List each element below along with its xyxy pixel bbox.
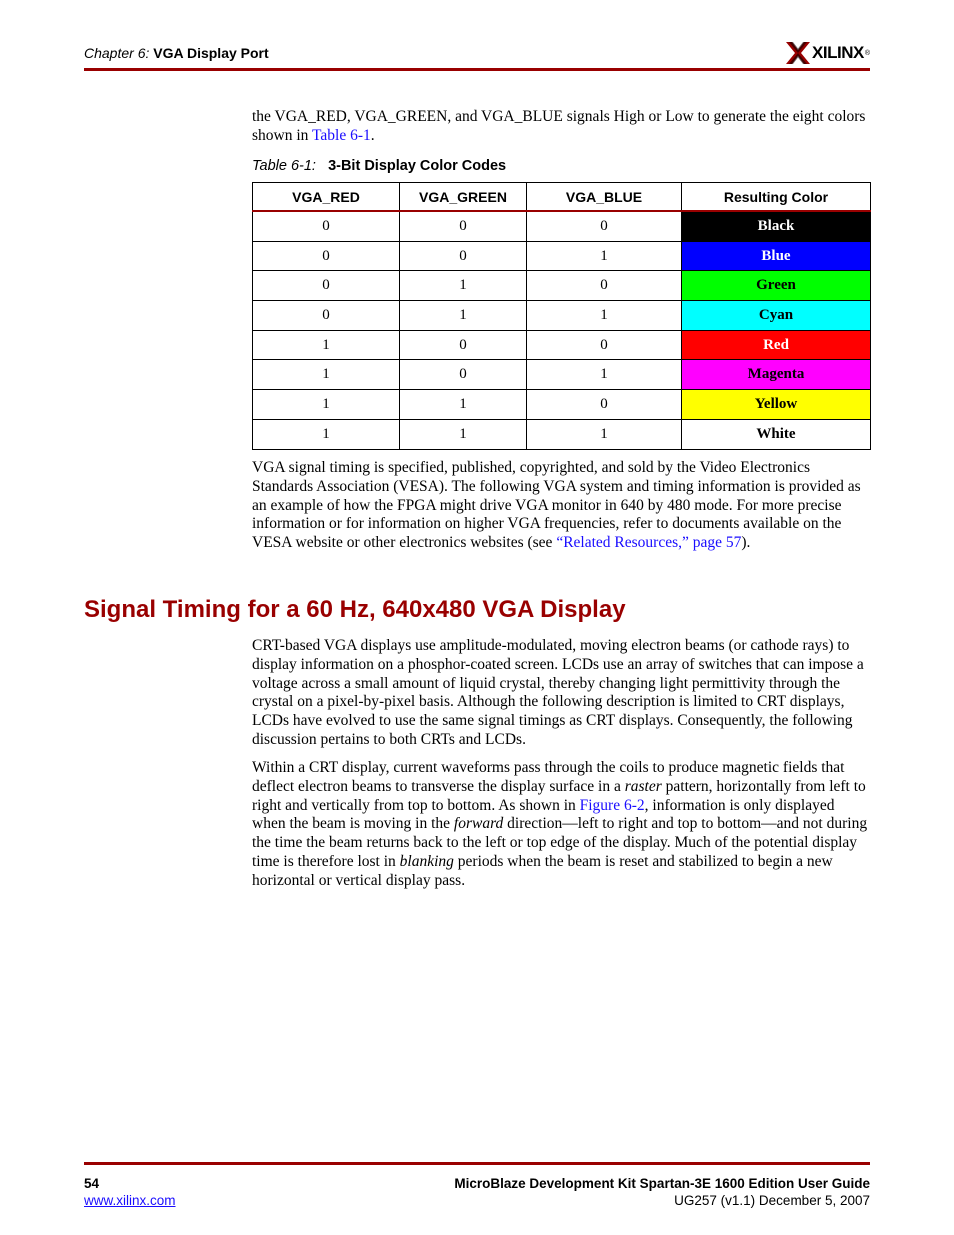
cell-vga-blue: 0 [527, 211, 682, 241]
header-vga-red: VGA_RED [253, 183, 400, 212]
cell-vga-blue: 0 [527, 271, 682, 301]
page-number: 54 [84, 1176, 100, 1191]
cell-vga-blue: 0 [527, 330, 682, 360]
cell-resulting-color: Black [682, 211, 871, 241]
raster-text-3: , information is only displayed when the beam is moving in the [252, 796, 835, 833]
related-resources-link[interactable]: “Related Resources,” page 57 [556, 534, 742, 552]
raster-text-4: direction—left to right and top to bottom—and not during the time the beam returns back to the left or top edge of the display. Much of the potential display time is therefore lost in [252, 815, 868, 870]
table-row [253, 301, 871, 331]
cell-vga-red: 0 [253, 301, 400, 331]
cell-vga-green: 1 [400, 390, 527, 420]
cell-vga-green: 0 [400, 360, 527, 390]
table-caption [252, 158, 506, 174]
xilinx-x-mark-icon [786, 42, 810, 64]
chapter-title: VGA Display Port [153, 45, 269, 61]
raster-text-5: periods when the beam is reset and stabilized to begin a new horizontal or vertical display pass. [252, 852, 833, 889]
table-row [253, 360, 871, 390]
figure-6-2-link[interactable]: Figure 6-2 [579, 796, 645, 814]
cell-vga-green: 1 [400, 271, 527, 301]
cell-vga-green: 1 [400, 419, 527, 449]
raster-text-1: Within a CRT display, current waveforms pass through the coils to produce magnetic fields that deflect electron beams to transverse the display surface in a [252, 759, 845, 795]
table-body [253, 211, 871, 449]
intro-paragraph [252, 108, 870, 146]
cell-vga-blue: 1 [527, 360, 682, 390]
table-header-row [253, 183, 871, 212]
cell-resulting-color: Red [682, 330, 871, 360]
vesa-paragraph [252, 459, 870, 553]
footer-rule [84, 1162, 870, 1165]
raster-term: raster [624, 777, 662, 795]
cell-vga-blue: 1 [527, 301, 682, 331]
cell-vga-blue: 1 [527, 419, 682, 449]
cell-vga-red: 1 [253, 419, 400, 449]
cell-resulting-color: Cyan [682, 301, 871, 331]
cell-resulting-color: Magenta [682, 360, 871, 390]
cell-vga-green: 0 [400, 330, 527, 360]
xilinx-url-link[interactable]: www.xilinx.com [84, 1193, 176, 1208]
crt-paragraph: CRT-based VGA displays use amplitude-modulated, moving electron beams (or cathode rays) to display information on a phosphor-coated screen. LCDs use an array of switches that can impose a voltage across a small amount of liquid crystal, thereby changing light permittivity through the crystal on a pixel-by-pixel basis. Although the following description is limited to CRT displays, LCDs have evolved to use the same signal timings as CRT displays. Consequently, the following discussion pertains to both CRTs and LCDs. [252, 637, 864, 748]
vesa-text: VGA signal timing is specified, published, copyrighted, and sold by the Video Electronics Standards Association (VESA). The following VGA system and timing information is provided as an example of how the FPGA might drive VGA monitor in 640 by 480 mode. For more precise information or for information on higher VGA frequencies, refer to documents available on the VESA website or other electronics websites (see [252, 459, 861, 552]
cell-vga-red: 1 [253, 390, 400, 420]
cell-vga-red: 1 [253, 360, 400, 390]
cell-vga-blue: 0 [527, 390, 682, 420]
cell-vga-green: 0 [400, 241, 527, 271]
table-6-1-link[interactable]: Table 6-1 [312, 126, 371, 144]
cell-vga-red: 0 [253, 241, 400, 271]
raster-paragraph [252, 759, 870, 891]
cell-vga-green: 0 [400, 211, 527, 241]
header-rule [84, 68, 870, 71]
color-codes-table [252, 182, 871, 450]
table-row [253, 390, 871, 420]
table-row [253, 330, 871, 360]
intro-end: . [370, 126, 375, 144]
table-row [253, 241, 871, 271]
cell-resulting-color: Blue [682, 241, 871, 271]
header-vga-green: VGA_GREEN [400, 183, 527, 212]
cell-vga-red: 0 [253, 211, 400, 241]
table-row [253, 211, 871, 241]
forward-term: forward [453, 815, 504, 833]
header-vga-blue: VGA_BLUE [527, 183, 682, 212]
section-heading: Signal Timing for a 60 Hz, 640x480 VGA Display [84, 596, 626, 623]
table-caption-label: Table 6-1: [252, 158, 316, 174]
cell-resulting-color: Yellow [682, 390, 871, 420]
table-row [253, 271, 871, 301]
cell-vga-red: 0 [253, 271, 400, 301]
table-row [253, 419, 871, 449]
xilinx-logo [786, 40, 870, 66]
vesa-end: ). [741, 534, 751, 552]
cell-vga-red: 1 [253, 330, 400, 360]
intro-text: the VGA_RED, VGA_GREEN, and VGA_BLUE signals High or Low to generate the eight colors shown in [252, 108, 866, 144]
cell-resulting-color: White [682, 419, 871, 449]
header-resulting-color: Resulting Color [682, 183, 871, 212]
document-id: UG257 (v1.1) December 5, 2007 [674, 1193, 870, 1208]
table-caption-title: 3-Bit Display Color Codes [328, 158, 507, 174]
cell-resulting-color: Green [682, 271, 871, 301]
chapter-header [84, 45, 269, 61]
chapter-label: Chapter 6: [84, 45, 150, 61]
cell-vga-green: 1 [400, 301, 527, 331]
registered-mark: ® [864, 49, 870, 57]
guide-title: MicroBlaze Development Kit Spartan-3E 1600 Edition User Guide [454, 1176, 870, 1191]
raster-text-2: pattern, horizontally from left to right and vertically from top to bottom. As shown in [252, 777, 866, 814]
cell-vga-blue: 1 [527, 241, 682, 271]
blanking-term: blanking [399, 852, 454, 870]
logo-text: XILINX [812, 43, 864, 62]
